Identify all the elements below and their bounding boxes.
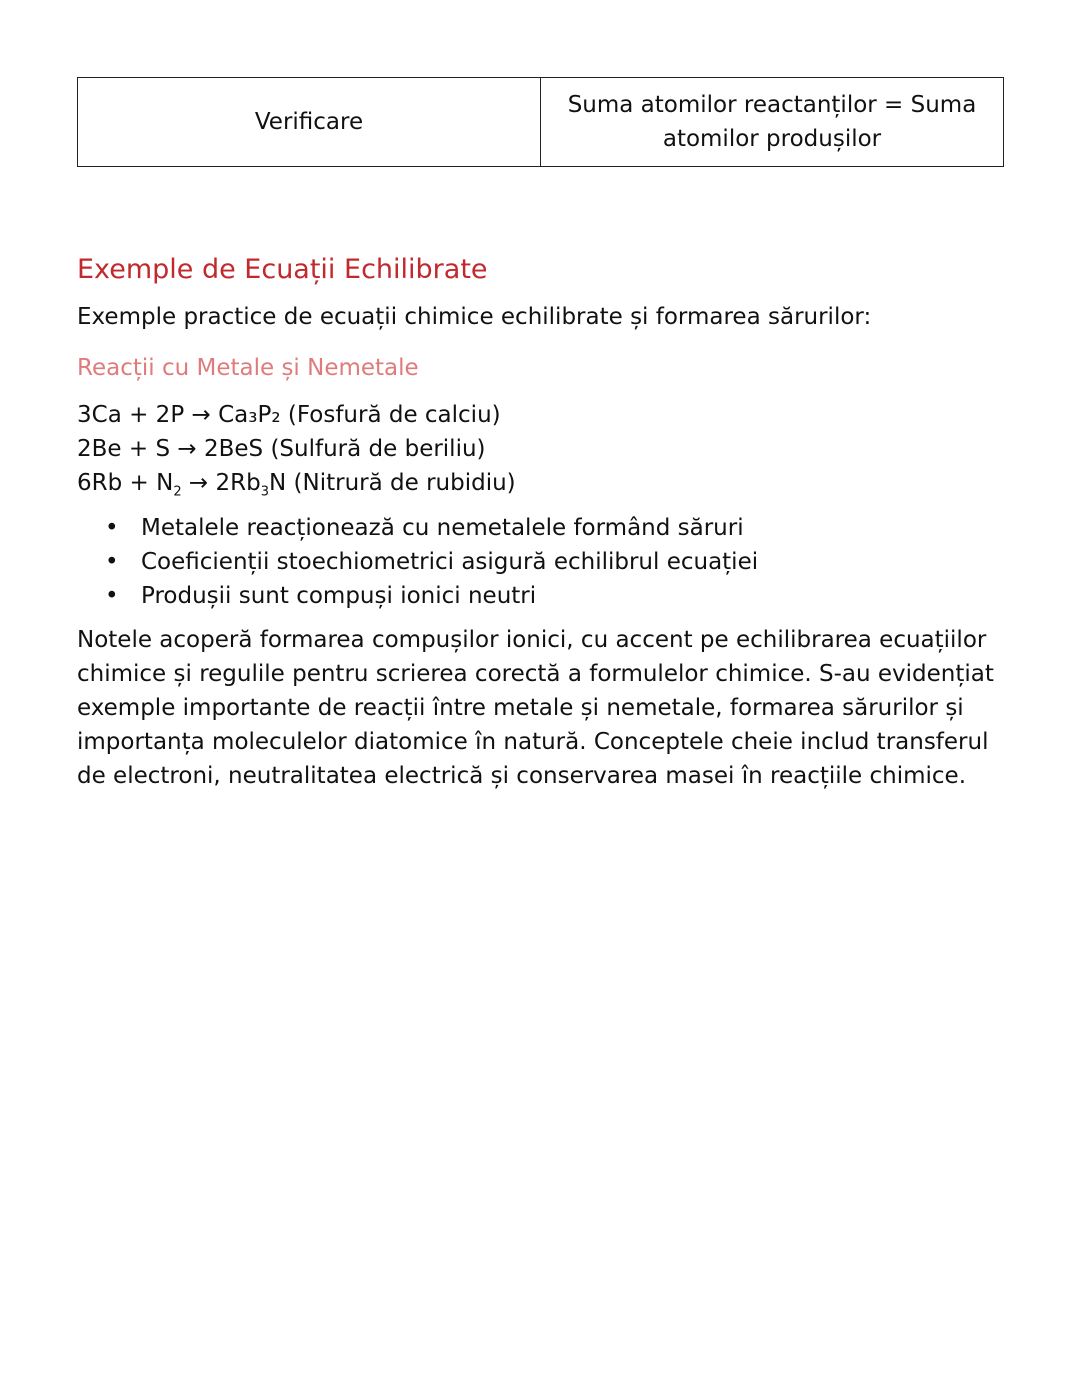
rule-line-2: atomilor produșilor	[662, 126, 882, 152]
equation-rubidium-nitride	[77, 466, 516, 510]
verification-table	[77, 77, 1004, 167]
equation-reactants: 3Ca + 2P	[77, 402, 185, 428]
arrow-icon: →	[191, 402, 211, 428]
list-item: • Metalele reacționează cu nemetalele formând săruri	[105, 511, 758, 545]
rule-line-1: Suma atomilor reactanților = Suma	[567, 92, 977, 118]
equation-list	[77, 398, 516, 510]
section-intro: Exemple practice de ecuații chimice echilibrate și formarea sărurilor:	[77, 304, 872, 330]
equation-product-name: (Sulfură de beriliu)	[270, 436, 486, 462]
list-item: • Coeficienții stoechiometrici asigură echilibrul ecuației	[105, 545, 758, 579]
verificare-label: Verificare	[254, 109, 364, 135]
equation-product: Ca₃P₂	[218, 402, 281, 428]
equation-product-name: (Fosfură de calciu)	[287, 402, 501, 428]
list-item: • Produșii sunt compuși ionici neutri	[105, 579, 758, 613]
equation-calcium-phosphide	[77, 398, 516, 432]
arrow-icon: →	[177, 436, 197, 462]
subsection-title: Reacții cu Metale și Nemetale	[77, 355, 419, 381]
table-cell-rule	[541, 78, 1004, 167]
arrow-icon: →	[188, 470, 209, 496]
table-row	[78, 78, 1004, 167]
equation-reactants: 6Rb + N	[77, 470, 174, 496]
summary-paragraph: Notele acoperă formarea compușilor ionici, cu accent pe echilibrarea ecuațiilor chimice și regulile pentru scrierea corectă a formulelor chimice. S-au evidențiat exemple importante de reacții între metale și nemetale, formarea sărurilor și importanța moleculelor diatomice în natură. Conceptele cheie includ transferul de electroni, neutralitatea electrică și conservarea masei în reacțiile chimice.	[77, 627, 994, 789]
subscript: 3	[260, 484, 269, 500]
equation-beryllium-sulfide	[77, 432, 516, 466]
equation-product-suffix: N	[269, 470, 287, 496]
equation-product: 2BeS	[203, 436, 264, 462]
subscript: 2	[173, 484, 182, 500]
equation-product-name: (Nitrură de rubidiu)	[293, 470, 516, 496]
section-title: Exemple de Ecuații Echilibrate	[77, 254, 488, 285]
table-cell-label	[78, 78, 541, 167]
bullet-list	[105, 511, 758, 613]
equation-product: 2Rb	[215, 470, 261, 496]
equation-reactants: 2Be + S	[77, 436, 171, 462]
